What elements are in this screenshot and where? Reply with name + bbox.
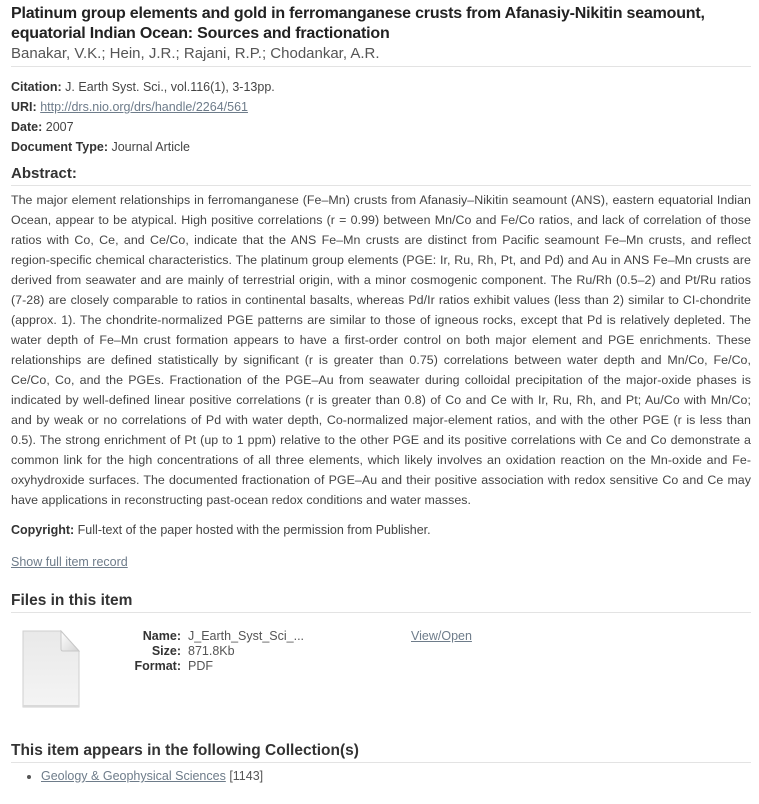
collections-list (11, 767, 751, 785)
item-page (0, 4, 759, 785)
doctype-row (11, 137, 751, 157)
doctype-label: Document Type: (11, 140, 108, 154)
file-icon[interactable] (21, 629, 81, 707)
abstract-text: The major element relationships in ferromanganese (Fe–Mn) crusts from Afanasiy–Nikitin seamount (ANS), eastern equatorial Indian Ocean, appear to be atypical. High positive correlations (r = 0.99) between Mn/Co and Fe/Co ratios, and lack of correlation of those ratios with Co, Ce, and Ce/Co, indicate that the ANS Fe–Mn crusts are distinct from Pacific seamount Fe–Mn crusts, and reflect region-specific chemical characteristics. The platinum group elements (PGE: Ir, Ru, Rh, Pt, and Pd) and Au in ANS Fe–Mn crusts are derived from seawater and are mainly of terrestrial origin, with a minor cosmogenic component. The Ru/Rh (0.5–2) and Pt/Ru ratios (7-28) are closely comparable to ratios in continental basalts, whereas Pd/Ir ratios exhibit values (less than 2) similar to CI-chondrite (approx. 1). The chondrite-normalized PGE patterns are similar to those of igneous rocks, except that Pd is relatively depleted. The water depth of Fe–Mn crust formation appears to have a first-order control on both major element and PGE enrichments. These relationships are defined statistically by significant (r is greater than 0.75) correlations between water depth and Mn/Co, Fe/Co, Ce/Co, Co, and the PGEs. Fractionation of the PGE–Au from seawater during colloidal precipitation of the major-oxide phases is indicated by well-defined linear positive correlations (r is greater than 0.8) of Co and Ce with Ir, Ru, Rh, and Pt; Au/Co with Mn/Co; and by weak or no correlations of Pd with water depth, Co-normalized major-element ratios, and with the other PGE (r is less than 0.5). The strong enrichment of Pt (up to 1 ppm) relative to the other PGE and its positive correlations with Ce and Co demonstrate a common link for the high concentrations of all three elements, which likely involves an oxidation reaction on the Mn-oxide and Fe-oxyhydroxide surfaces. The documented fractionation of PGE–Au and their positive association with redox sensitive Co and Ce may have applications in reconstructing past-ocean redox conditions and water masses. (11, 193, 751, 507)
date-value: 2007 (45, 120, 74, 134)
file-name-value: J_Earth_Syst_Sci_... (188, 629, 305, 643)
file-size-row (121, 644, 304, 659)
file-thumbnail-graphic (21, 629, 81, 709)
uri-label: URI: (11, 100, 37, 114)
item-metadata (11, 77, 751, 157)
show-full-record-link[interactable]: Show full item record (11, 555, 128, 569)
copyright-row (11, 520, 751, 540)
date-label: Date: (11, 120, 43, 134)
file-format-value: PDF (188, 659, 213, 673)
date-row (11, 117, 751, 137)
file-metadata (121, 629, 304, 674)
file-size-value: 871.8Kb (188, 644, 235, 658)
collections-heading: This item appears in the following Collection(s) (11, 742, 751, 763)
file-size-label: Size: (151, 644, 181, 658)
collection-item (41, 767, 751, 785)
file-format-row (121, 659, 304, 674)
collection-link[interactable]: Geology & Geophysical Sciences (41, 769, 226, 783)
file-name-row (121, 629, 304, 644)
uri-link[interactable]: http://drs.nio.org/drs/handle/2264/561 (40, 100, 248, 114)
abstract-heading: Abstract: (11, 165, 751, 186)
citation-label: Citation: (11, 80, 62, 94)
copyright-value: Full-text of the paper hosted with the permission from Publisher. (77, 523, 431, 537)
item-title: Platinum group elements and gold in ferromanganese crusts from Afanasiy-Nikitin seamount, equatorial Indian Ocean: Sources and fractionation (11, 5, 705, 42)
citation-row (11, 77, 751, 97)
file-name-label: Name: (142, 629, 181, 643)
view-open-link[interactable]: View/Open (411, 629, 472, 643)
copyright-label: Copyright: (11, 523, 75, 537)
file-format-label: Format: (134, 659, 181, 673)
doctype-value: Journal Article (111, 140, 190, 154)
citation-value: J. Earth Syst. Sci., vol.116(1), 3-13pp. (65, 80, 275, 94)
collection-count: [1143] (229, 769, 264, 783)
file-item (11, 627, 751, 737)
files-heading: Files in this item (11, 592, 751, 613)
show-full-record-row (11, 552, 751, 572)
item-authors: Banakar, V.K.; Hein, J.R.; Rajani, R.P.; Chodankar, A.R. (11, 45, 751, 67)
uri-row (11, 97, 751, 117)
